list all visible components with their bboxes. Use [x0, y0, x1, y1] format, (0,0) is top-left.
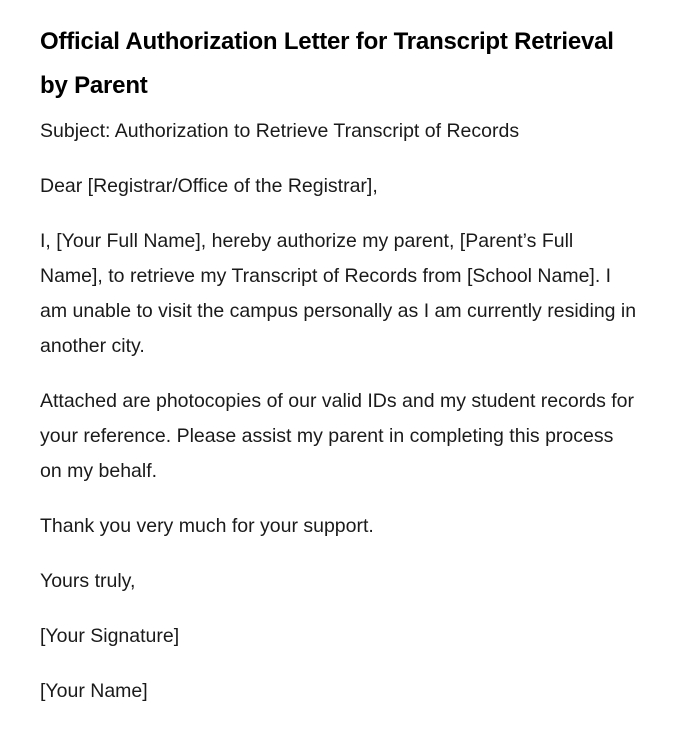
- letter-body-paragraph-2: Attached are photocopies of our valid IDs and my student records for your reference. Please assist my parent in completing this process on my behalf.: [40, 390, 634, 482]
- letter-closing: Yours truly,: [40, 570, 136, 592]
- letter-body-paragraph-3: Thank you very much for your support.: [40, 515, 374, 537]
- letter-subject: Subject: Authorization to Retrieve Transcript of Records: [40, 120, 520, 142]
- letter-sender-name: [Your Name]: [40, 680, 148, 702]
- letter-salutation: Dear [Registrar/Office of the Registrar],: [40, 175, 378, 197]
- letter-signature: [Your Signature]: [40, 625, 180, 647]
- letter-title: Official Authorization Letter for Transcript Retrieval by Parent: [40, 28, 614, 99]
- letter-body-paragraph-1: I, [Your Full Name], hereby authorize my parent, [Parent’s Full Name], to retrieve my Transcript of Records from [School Name]. I am unable to visit the campus personally as I am currently residing in another city.: [40, 230, 637, 357]
